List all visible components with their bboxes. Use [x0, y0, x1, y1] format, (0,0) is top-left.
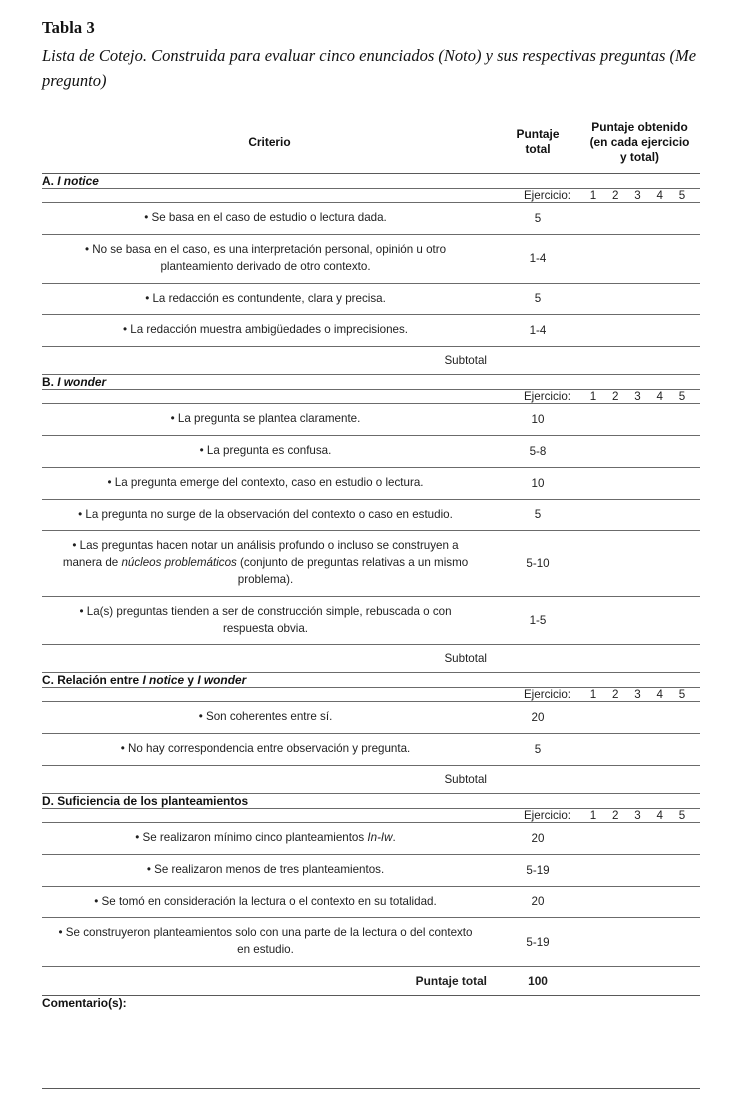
- puntaje-total-cell: 10: [497, 467, 579, 499]
- criterio-text: • La redacción muestra ambigüedades o imprecisiones.: [122, 323, 409, 337]
- ejercicio-spacer: [42, 189, 497, 203]
- subtotal-total-cell[interactable]: [497, 765, 579, 793]
- ejercicio-numbers: [579, 688, 700, 702]
- table-row: [42, 734, 700, 766]
- puntaje-total-cell: 5-19: [497, 854, 579, 886]
- criterio-text: • Se basa en el caso de estudio o lectura dada.: [144, 211, 387, 225]
- comentario-input-area[interactable]: [42, 1010, 700, 1089]
- puntaje-obtenido-cell[interactable]: [579, 404, 700, 436]
- ejercicio-number-4[interactable]: 4: [656, 390, 663, 404]
- checklist-table: [42, 120, 700, 1089]
- puntaje-obtenido-cell[interactable]: [579, 315, 700, 347]
- table-caption-text: Lista de Cotejo. Construida para evaluar cinco enunciados (Noto) y sus respectivas preguntas (Me pregunto): [42, 46, 697, 90]
- ejercicio-number-5[interactable]: 5: [678, 390, 686, 404]
- criterio-text: • La pregunta es confusa.: [199, 443, 332, 457]
- section-heading-emphasis-2: I wonder: [197, 673, 247, 688]
- puntaje-obtenido-cell[interactable]: [579, 203, 700, 235]
- subtotal-total-cell[interactable]: [497, 347, 579, 375]
- header-puntaje-total: [497, 120, 579, 174]
- comentario-label: Comentario(s):: [42, 995, 127, 1010]
- ejercicio-number-5[interactable]: 5: [678, 189, 686, 203]
- criterio-cell: [42, 235, 497, 284]
- criterio-text: • La pregunta se plantea claramente.: [170, 412, 361, 426]
- table-row: [42, 531, 700, 596]
- ejercicio-number-1[interactable]: 1: [589, 390, 597, 404]
- table-header: [42, 120, 700, 174]
- puntaje-obtenido-cell[interactable]: [579, 531, 700, 596]
- section-heading-emphasis: I wonder: [57, 375, 107, 390]
- table-row: [42, 499, 700, 531]
- ejercicio-numbers: [579, 189, 700, 203]
- puntaje-obtenido-cell[interactable]: [579, 235, 700, 284]
- criterio-text: • La pregunta emerge del contexto, caso en estudio o lectura.: [107, 475, 424, 489]
- criterio-cell: [42, 435, 497, 467]
- criterio-text: • Se realizaron mínimo cinco planteamientos In-Iw.: [135, 830, 396, 844]
- comentario-row: [42, 995, 700, 1010]
- ejercicio-number-2[interactable]: 2: [612, 390, 619, 404]
- table-row: [42, 283, 700, 315]
- puntaje-total-cell: 1-4: [497, 315, 579, 347]
- ejercicio-number-2[interactable]: 2: [612, 688, 619, 702]
- table-row: [42, 596, 700, 645]
- puntaje-obtenido-cell[interactable]: [579, 467, 700, 499]
- puntaje-total-cell: 5: [497, 283, 579, 315]
- ejercicio-numbers: [579, 390, 700, 404]
- section-heading-emphasis: I notice: [142, 673, 185, 688]
- table-row: [42, 315, 700, 347]
- puntaje-obtenido-cell[interactable]: [579, 596, 700, 645]
- ejercicio-number-1[interactable]: 1: [589, 808, 597, 822]
- subtotal-obtenido-cell[interactable]: [579, 645, 700, 673]
- criterio-text: • Se tomó en consideración la lectura o el contexto en su totalidad.: [94, 894, 437, 908]
- criterio-cell: [42, 404, 497, 436]
- header-criterio: Criterio: [248, 135, 291, 150]
- criterio-text: • La redacción es contundente, clara y precisa.: [145, 291, 386, 305]
- table-row: [42, 404, 700, 436]
- criterio-cell: [42, 203, 497, 235]
- subtotal-obtenido-cell[interactable]: [579, 765, 700, 793]
- ejercicio-number-5[interactable]: 5: [678, 808, 686, 822]
- table-caption-block: [0, 0, 742, 94]
- subtotal-row-C: [42, 765, 700, 793]
- criterio-cell: [42, 702, 497, 734]
- header-row: [42, 120, 700, 174]
- table-row: [42, 854, 700, 886]
- table-row: [42, 203, 700, 235]
- ejercicio-number-4[interactable]: 4: [656, 189, 663, 203]
- ejercicio-label: Ejercicio:: [497, 189, 579, 203]
- criterio-text: • Las preguntas hacen notar un análisis profundo o incluso se construyen a manera de núcleos problemáticos (conjunto de preguntas relativas a un mismo problema).: [62, 539, 469, 586]
- ejercicio-number-5[interactable]: 5: [678, 688, 686, 702]
- section-heading-B: B. I wonder: [42, 375, 700, 390]
- criterio-cell: [42, 283, 497, 315]
- table-body: [42, 174, 700, 1089]
- criterio-cell: [42, 822, 497, 854]
- criterio-cell: [42, 499, 497, 531]
- ejercicio-number-4[interactable]: 4: [656, 808, 663, 822]
- header-puntaje-obtenido-line2: (en cada ejercicio: [589, 134, 690, 149]
- criterio-emphasis: In-Iw: [367, 830, 393, 844]
- table-row: [42, 467, 700, 499]
- ejercicio-number-2[interactable]: 2: [612, 189, 619, 203]
- subtotal-total-cell[interactable]: [497, 645, 579, 673]
- ejercicio-number-3[interactable]: 3: [634, 390, 641, 404]
- table-row: [42, 702, 700, 734]
- table-row: [42, 886, 700, 918]
- ejercicio-label: Ejercicio:: [497, 808, 579, 822]
- puntaje-total-row: [42, 966, 700, 995]
- puntaje-obtenido-cell[interactable]: [579, 886, 700, 918]
- ejercicio-header-row-C: [42, 688, 700, 702]
- puntaje-total-cell: 5: [497, 203, 579, 235]
- puntaje-total-cell: 5-10: [497, 531, 579, 596]
- section-heading-A: A. I notice: [42, 174, 700, 189]
- criterio-cell: [42, 918, 497, 967]
- header-puntaje-obtenido-line3: y total): [620, 149, 659, 164]
- puntaje-total-cell: 10: [497, 404, 579, 436]
- comentario-space[interactable]: [42, 1010, 700, 1089]
- puntaje-obtenido-cell[interactable]: [579, 435, 700, 467]
- puntaje-total-cell: 20: [497, 702, 579, 734]
- ejercicio-number-4[interactable]: 4: [656, 688, 663, 702]
- subtotal-label: Subtotal: [42, 765, 497, 793]
- puntaje-total-value: 100: [497, 966, 579, 995]
- ejercicio-number-1[interactable]: 1: [589, 189, 597, 203]
- puntaje-obtenido-cell[interactable]: [579, 702, 700, 734]
- criterio-cell: [42, 531, 497, 596]
- ejercicio-spacer: [42, 808, 497, 822]
- puntaje-obtenido-cell[interactable]: [579, 918, 700, 967]
- ejercicio-number-2[interactable]: 2: [612, 808, 619, 822]
- checklist-table-wrap: [42, 120, 700, 1089]
- ejercicio-header-row-B: [42, 390, 700, 404]
- ejercicio-number-3[interactable]: 3: [634, 808, 641, 822]
- criterio-cell: [42, 734, 497, 766]
- subtotal-label: Subtotal: [42, 645, 497, 673]
- subtotal-row-B: [42, 645, 700, 673]
- section-heading-C: C. Relación entre I notice y I wonder: [42, 673, 700, 688]
- section-heading-row-C: [42, 673, 700, 688]
- ejercicio-number-3[interactable]: 3: [634, 189, 641, 203]
- ejercicio-number-1[interactable]: 1: [589, 688, 597, 702]
- subtotal-label: Subtotal: [42, 347, 497, 375]
- header-puntaje-total-line1: Puntaje: [516, 127, 560, 142]
- puntaje-total-cell: 1-5: [497, 596, 579, 645]
- ejercicio-header-row-D: [42, 808, 700, 822]
- section-heading-row-B: [42, 375, 700, 390]
- subtotal-obtenido-cell[interactable]: [579, 347, 700, 375]
- puntaje-obtenido-cell[interactable]: [579, 499, 700, 531]
- ejercicio-spacer: [42, 390, 497, 404]
- puntaje-obtenido-cell[interactable]: [579, 283, 700, 315]
- subtotal-row-A: [42, 347, 700, 375]
- section-heading-row-A: [42, 174, 700, 189]
- criterio-text: • No hay correspondencia entre observación y pregunta.: [120, 742, 411, 756]
- section-heading-row-D: [42, 793, 700, 808]
- table-row: [42, 435, 700, 467]
- section-heading-emphasis: I notice: [57, 174, 99, 189]
- ejercicio-label: Ejercicio:: [497, 688, 579, 702]
- puntaje-total-cell: 20: [497, 822, 579, 854]
- criterio-text: • No se basa en el caso, es una interpretación personal, opinión u otro planteamiento derivado de otro contexto.: [84, 243, 447, 273]
- puntaje-total-cell: 5-8: [497, 435, 579, 467]
- header-puntaje-total-line2: total: [525, 142, 551, 157]
- table-row: [42, 235, 700, 284]
- criterio-cell: [42, 886, 497, 918]
- puntaje-total-cell: 1-4: [497, 235, 579, 284]
- table-row: [42, 918, 700, 967]
- puntaje-obtenido-cell[interactable]: [579, 854, 700, 886]
- criterio-cell: [42, 467, 497, 499]
- criterio-cell: [42, 854, 497, 886]
- criterio-text: • Son coherentes entre sí.: [198, 710, 333, 724]
- ejercicio-header-row-A: [42, 189, 700, 203]
- section-heading-D: D. Suficiencia de los planteamientos: [42, 793, 700, 808]
- criterio-cell: [42, 315, 497, 347]
- criterio-text: • Se construyeron planteamientos solo con una parte de la lectura o del contexto en estudio.: [58, 926, 473, 957]
- ejercicio-spacer: [42, 688, 497, 702]
- puntaje-total-cell: 5: [497, 499, 579, 531]
- table-number: Tabla 3: [42, 18, 95, 37]
- puntaje-total-cell: 5-19: [497, 918, 579, 967]
- ejercicio-numbers: [579, 808, 700, 822]
- puntaje-obtenido-cell[interactable]: [579, 822, 700, 854]
- table-row: [42, 822, 700, 854]
- criterio-emphasis: núcleos problemáticos: [121, 556, 237, 570]
- criterio-text: • La(s) preguntas tienden a ser de construcción simple, rebuscada o con respuesta obvia.: [79, 604, 452, 635]
- puntaje-total-label: Puntaje total: [42, 966, 497, 995]
- criterio-cell: [42, 596, 497, 645]
- header-puntaje-obtenido-line1: Puntaje obtenido: [591, 119, 688, 134]
- puntaje-total-cell: 5: [497, 734, 579, 766]
- puntaje-total-obtenido-cell[interactable]: [579, 966, 700, 995]
- criterio-text: • Se realizaron menos de tres planteamientos.: [146, 862, 385, 876]
- puntaje-obtenido-cell[interactable]: [579, 734, 700, 766]
- header-puntaje-obtenido: [579, 120, 700, 174]
- ejercicio-label: Ejercicio:: [497, 390, 579, 404]
- puntaje-total-cell: 20: [497, 886, 579, 918]
- criterio-text: • La pregunta no surge de la observación del contexto o caso en estudio.: [78, 507, 453, 521]
- ejercicio-number-3[interactable]: 3: [634, 688, 641, 702]
